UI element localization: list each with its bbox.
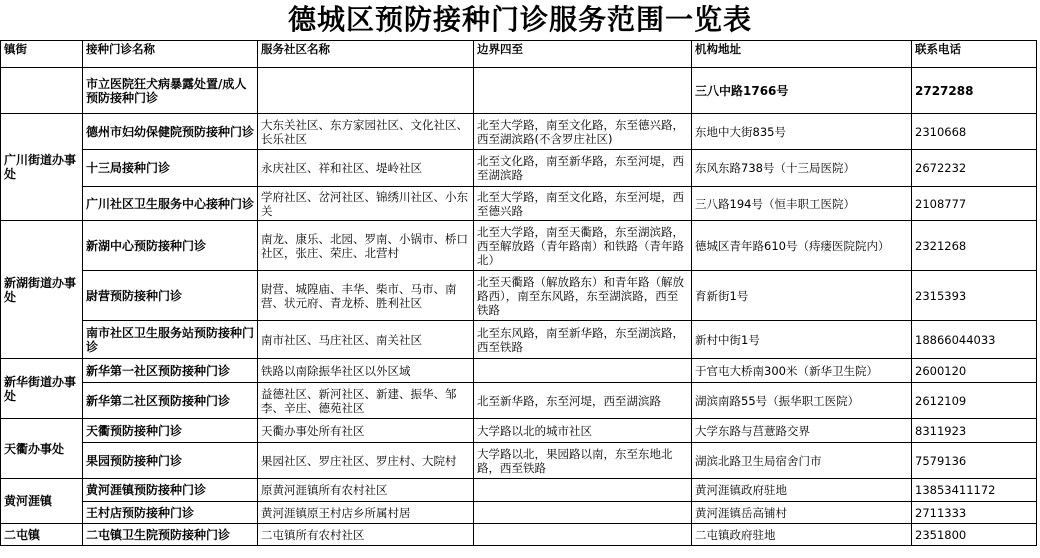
- table-row: [1, 443, 1037, 479]
- phone: 2600120: [912, 359, 1037, 383]
- clinic-name: 果园预防接种门诊: [83, 443, 258, 479]
- clinic-name: 二屯镇卫生院预防接种门诊: [83, 524, 258, 546]
- communities: 尉营、城隍庙、丰华、柴市、马市、南营、状元府、青龙桥、胜利社区: [258, 271, 474, 321]
- service-table: [0, 40, 1037, 546]
- table-row: [1, 187, 1037, 221]
- communities: 永庆社区、祥和社区、堤岭社区: [258, 150, 474, 187]
- boundary: [474, 68, 692, 114]
- boundary: 北至天衢路（解放路东）和青年路（解放路西），南至东风路，东至湖滨路，西至铁路: [474, 271, 692, 321]
- phone: 2711333: [912, 502, 1037, 524]
- boundary: 北至大学路，南至天衢路，东至湖滨路，西至解放路（青年路南）和铁路（青年路北）: [474, 221, 692, 271]
- communities: 铁路以南除振华社区以外区域: [258, 359, 474, 383]
- boundary: 北至新华路，东至河堤，西至湖滨路: [474, 383, 692, 419]
- clinic-name: 尉营预防接种门诊: [83, 271, 258, 321]
- table-header-row: [1, 41, 1037, 68]
- phone: 18866044033: [912, 321, 1037, 359]
- table-row: [1, 419, 1037, 443]
- communities: 果园社区、罗庄社区、罗庄村、大院村: [258, 443, 474, 479]
- boundary: [474, 524, 692, 546]
- communities: 原黄河涯镇所有农村社区: [258, 479, 474, 502]
- address: 三八中路1766号: [692, 68, 912, 114]
- address: 黄河涯镇政府驻地: [692, 479, 912, 502]
- phone: 2310668: [912, 114, 1037, 150]
- phone: 7579136: [912, 443, 1037, 479]
- table-row: [1, 321, 1037, 359]
- phone: 13853411172: [912, 479, 1037, 502]
- address: 于官屯大桥南300米（新华卫生院）: [692, 359, 912, 383]
- phone: 2108777: [912, 187, 1037, 221]
- street-cell: 黄河涯镇: [1, 479, 83, 524]
- boundary: 大学路以北，果园路以南，东至东地北路，西至铁路: [474, 443, 692, 479]
- clinic-name: 新华第二社区预防接种门诊: [83, 383, 258, 419]
- table-row: [1, 68, 1037, 114]
- phone: 8311923: [912, 419, 1037, 443]
- clinic-name: 广川社区卫生服务中心接种门诊: [83, 187, 258, 221]
- boundary: [474, 479, 692, 502]
- phone: 2672232: [912, 150, 1037, 187]
- clinic-name: 新华第一社区预防接种门诊: [83, 359, 258, 383]
- boundary: 北至大学路，南至文化路，东至德兴路，西至湖滨路(不含罗庄社区): [474, 114, 692, 150]
- header-cell: 联系电话: [912, 41, 1037, 68]
- address: 湖滨北路卫生局宿舍门市: [692, 443, 912, 479]
- communities: 益德社区、新河社区、新建、振华、邹李、辛庄、德苑社区: [258, 383, 474, 419]
- phone: 2612109: [912, 383, 1037, 419]
- clinic-name: 德州市妇幼保健院预防接种门诊: [83, 114, 258, 150]
- address: 东地中大街835号: [692, 114, 912, 150]
- header-cell: 镇街: [1, 41, 83, 68]
- header-cell: 服务社区名称: [258, 41, 474, 68]
- street-cell: 二屯镇: [1, 524, 83, 546]
- communities: 南龙、康乐、北园、罗南、小锅市、桥口社区，张庄、荣庄、北营村: [258, 221, 474, 271]
- communities: 黄河涯镇原王村店乡所属村居: [258, 502, 474, 524]
- communities: 大东关社区、东方家园社区、文化社区、长乐社区: [258, 114, 474, 150]
- address: 湖滨南路55号（振华职工医院）: [692, 383, 912, 419]
- table-row: [1, 150, 1037, 187]
- table-row: [1, 359, 1037, 383]
- street-cell: 广川街道办事处: [1, 114, 83, 221]
- phone: 2727288: [912, 68, 1037, 114]
- clinic-name: 十三局接种门诊: [83, 150, 258, 187]
- boundary: 大学路以北的城市社区: [474, 419, 692, 443]
- communities: 学府社区、岔河社区、锦绣川社区、小东关: [258, 187, 474, 221]
- table-row: [1, 221, 1037, 271]
- phone: 2351800: [912, 524, 1037, 546]
- address: 三八路194号（恒丰职工医院）: [692, 187, 912, 221]
- header-cell: 边界四至: [474, 41, 692, 68]
- address: 新村中街1号: [692, 321, 912, 359]
- header-cell: 机构地址: [692, 41, 912, 68]
- header-cell: 接种门诊名称: [83, 41, 258, 68]
- address: 二屯镇政府驻地: [692, 524, 912, 546]
- street-cell: [1, 68, 83, 114]
- clinic-name: 天衢预防接种门诊: [83, 419, 258, 443]
- address: 东风东路738号（十三局医院）: [692, 150, 912, 187]
- clinic-name: 南市社区卫生服务站预防接种门诊: [83, 321, 258, 359]
- boundary: 北至大学路，南至文化路，东至河堤，西至德兴路: [474, 187, 692, 221]
- phone: 2321268: [912, 221, 1037, 271]
- clinic-name: 王村店预防接种门诊: [83, 502, 258, 524]
- street-cell: 天衢办事处: [1, 419, 83, 479]
- phone: 2315393: [912, 271, 1037, 321]
- table-row: [1, 271, 1037, 321]
- boundary: [474, 502, 692, 524]
- communities: [258, 68, 474, 114]
- boundary: [474, 359, 692, 383]
- table-row: [1, 114, 1037, 150]
- page-title: 德城区预防接种门诊服务范围一览表: [287, 3, 752, 36]
- clinic-name: 新湖中心预防接种门诊: [83, 221, 258, 271]
- table-row: [1, 502, 1037, 524]
- table-row: [1, 383, 1037, 419]
- street-cell: 新湖街道办事处: [1, 221, 83, 359]
- communities: 南市社区、马庄社区、南关社区: [258, 321, 474, 359]
- boundary: 北至东风路，南至新华路，东至湖滨路，西至铁路: [474, 321, 692, 359]
- table-row: [1, 479, 1037, 502]
- clinic-name: 黄河涯镇预防接种门诊: [83, 479, 258, 502]
- communities: 天衢办事处所有社区: [258, 419, 474, 443]
- table-row: [1, 524, 1037, 546]
- address: 黄河涯镇岳高铺村: [692, 502, 912, 524]
- clinic-name: 市立医院狂犬病暴露处置/成人预防接种门诊: [83, 68, 258, 114]
- address: 德城区青年路610号（痔瘘医院院内）: [692, 221, 912, 271]
- street-cell: 新华街道办事处: [1, 359, 83, 419]
- communities: 二屯镇所有农村社区: [258, 524, 474, 546]
- address: 大学东路与莒薏路交界: [692, 419, 912, 443]
- address: 育新街1号: [692, 271, 912, 321]
- boundary: 北至文化路，南至新华路，东至河堤，西至湖滨路: [474, 150, 692, 187]
